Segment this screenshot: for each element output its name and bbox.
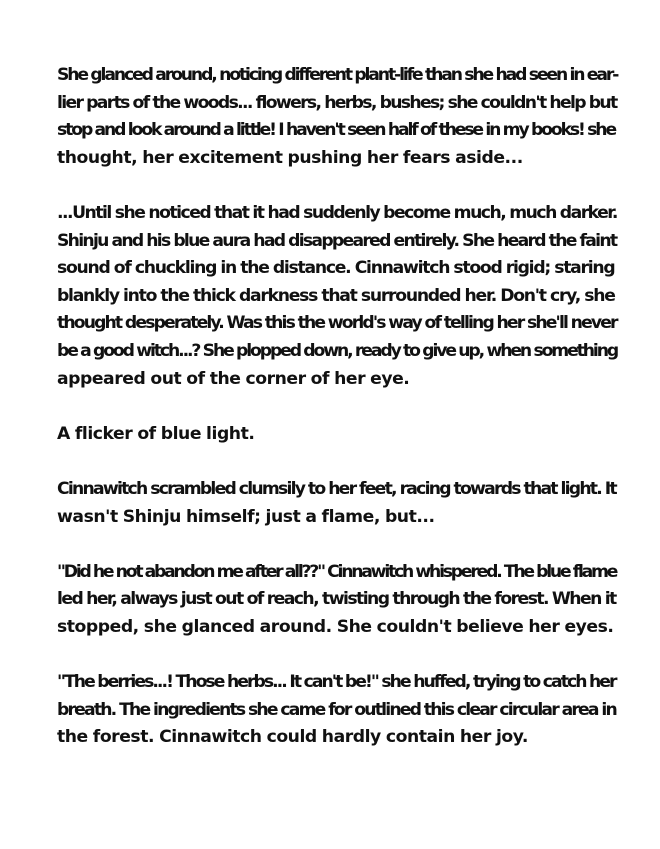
paragraph-6 [57, 669, 617, 752]
text-line: led her, always just out of reach, twisting through the forest. When it [57, 589, 616, 610]
story-page [57, 62, 617, 779]
text-line: appeared out of the corner of her eye. [57, 368, 410, 389]
text-line: Cinnawitch scrambled clumsily to her feet, racing towards that light. It [57, 478, 616, 499]
text-line: A flicker of blue light. [57, 423, 255, 444]
paragraph-5 [57, 559, 617, 642]
text-line: the forest. Cinnawitch could hardly contain her joy. [57, 727, 529, 748]
text-line: wasn't Shinju himself; just a flame, but... [57, 506, 435, 527]
paragraph-1 [57, 62, 617, 172]
paragraph-3 [57, 421, 617, 449]
text-line: lier parts of the woods... flowers, herbs, bushes; she couldn't help but [57, 92, 617, 113]
text-line: sound of chuckling in the distance. Cinnawitch stood rigid; staring [57, 258, 615, 279]
text-line: stopped, she glanced around. She couldn't believe her eyes. [57, 616, 614, 637]
text-line: be a good witch...? She plopped down, ready to give up, when something [57, 340, 618, 361]
paragraph-4 [57, 476, 617, 531]
text-line: She glanced around, noticing different plant-life than she had seen in ear- [57, 65, 618, 85]
text-line: "The berries...! Those herbs... It can't be!" she huffed, trying to catch her [57, 672, 616, 693]
text-line: thought, her excitement pushing her fears aside... [57, 147, 523, 168]
text-line: breath. The ingredients she came for outlined this clear circular area in [57, 699, 616, 720]
text-line: thought desperately. Was this the world's way of telling her she'll never [57, 313, 617, 334]
text-line: stop and look around a little! I haven't seen half of these in my books! she [57, 120, 615, 141]
paragraph-2 [57, 200, 617, 393]
text-line: Shinju and his blue aura had disappeared entirely. She heard the faint [57, 230, 617, 251]
text-line: "Did he not abandon me after all??" Cinnawitch whispered. The blue flame [57, 561, 617, 582]
text-line: blankly into the thick darkness that surrounded her. Don't cry, she [57, 285, 615, 306]
text-line: ...Until she noticed that it had suddenly become much, much darker. [57, 202, 617, 223]
